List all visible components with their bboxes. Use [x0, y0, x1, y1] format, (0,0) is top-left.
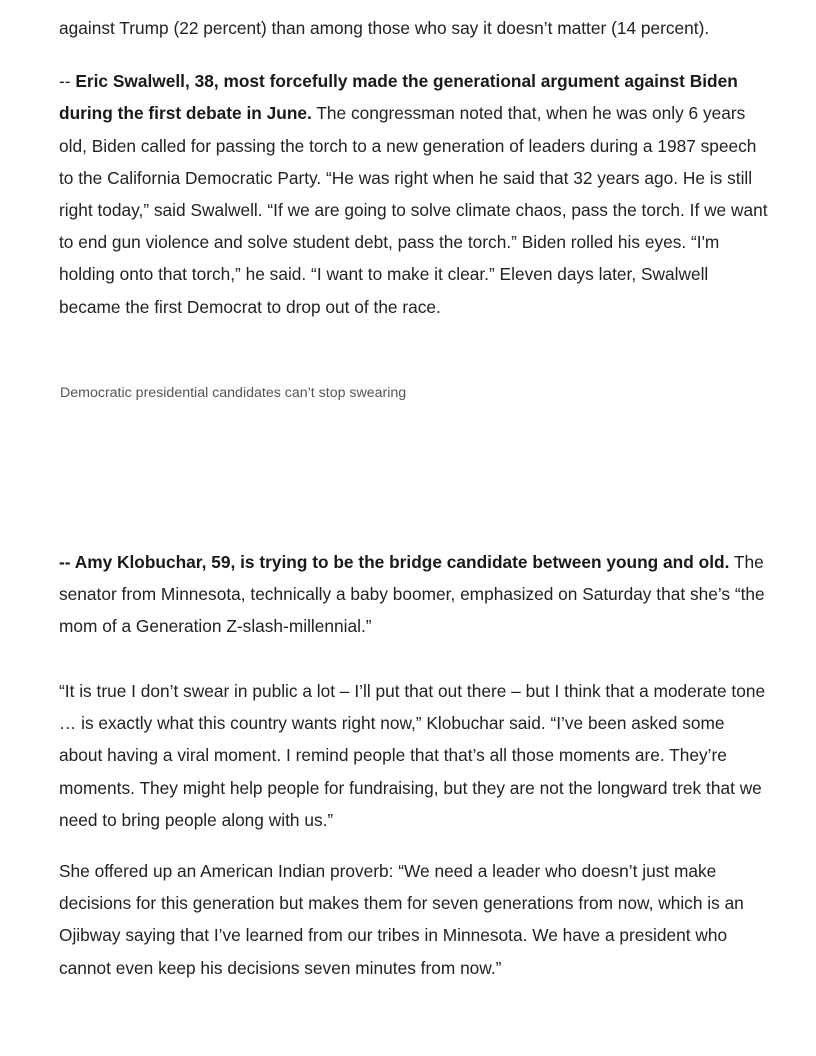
- article-body: [59, 12, 771, 978]
- related-article-caption: Democratic presidential candidates can’t stop swearing: [60, 385, 407, 401]
- paragraph-swalwell-prefix: --: [59, 71, 76, 92]
- paragraph-swalwell-lead: Eric Swalwell, 38, most forcefully made the generational argument against Biden during the first debate in June.: [59, 71, 738, 124]
- paragraph-klobuchar-body: The senator from Minnesota, technically a baby boomer, emphasized on Saturday that she’s “the mom of a Generation Z-slash-millennial.”: [59, 552, 765, 637]
- paragraph-klobuchar: [59, 546, 771, 643]
- paragraph-swalwell-body: The congressman noted that, when he was only 6 years old, Biden called for passing the torch to a new generation of leaders during a 1987 speech to the California Democratic Party. “He was right when he said that 32 years ago. He is still right today,” said Swalwell. “If we are going to solve climate chaos, pass the torch. If we want to end gun violence and solve student debt, pass the torch.” Biden rolled his eyes. “I'm holding onto that torch,” he said. “I want to make it clear.” Eleven days later, Swalwell became the first Democrat to drop out of the race.: [59, 103, 768, 317]
- paragraph-klobuchar-quote: “It is true I don’t swear in public a lot – I’ll put that out there – but I think that a moderate tone … is exactly what this country wants right now,” Klobuchar said. “I’ve been asked some about having a viral moment. I remind people that that’s all those moments are. They’re moments. They might help people for fundraising, but they are not the longward trek that we need to bring people along with us.”: [59, 681, 766, 830]
- paragraph-swalwell: [59, 65, 771, 323]
- paragraph-ojibway-proverb: She offered up an American Indian proverb: “We need a leader who doesn’t just make decisions for this generation but makes them for seven generations from now, which is an Ojibway saying that I’ve learned from our tribes in Minnesota. We have a president who cannot even keep his decisions seven minutes from now.”: [59, 861, 744, 978]
- paragraph-trump-percent: against Trump (22 percent) than among those who say it doesn’t matter (14 percent).: [59, 18, 710, 38]
- paragraph-klobuchar-lead: -- Amy Klobuchar, 59, is trying to be the bridge candidate between young and old.: [59, 552, 730, 572]
